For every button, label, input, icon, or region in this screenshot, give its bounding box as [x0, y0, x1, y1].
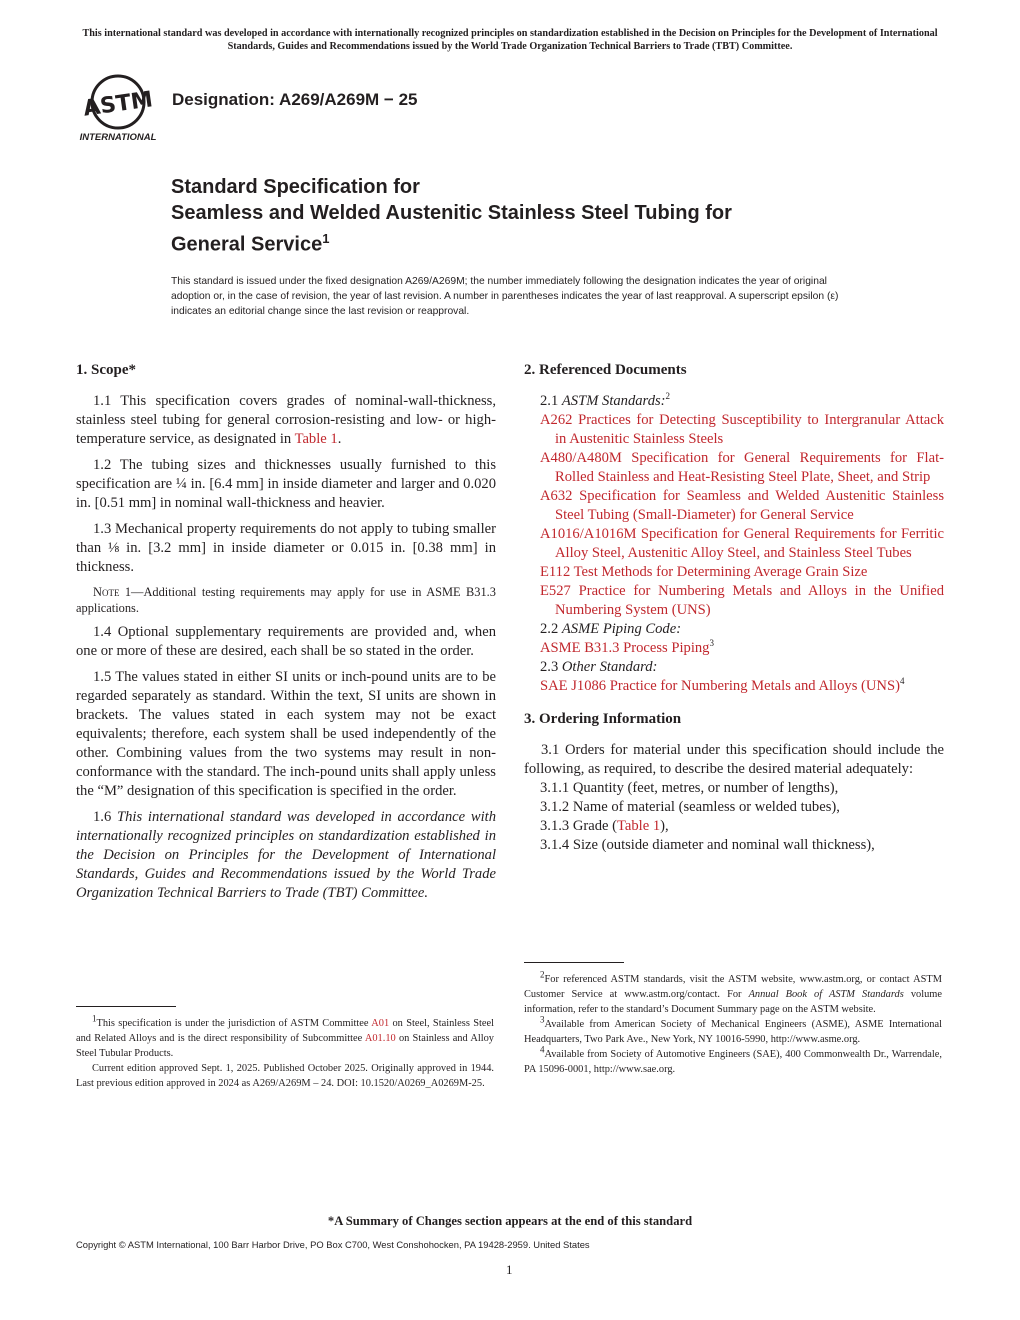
- footnote-rule-right: [524, 962, 624, 963]
- ordering-information-heading: 3. Ordering Information: [524, 711, 682, 727]
- ref-item: E112 Test Methods for Determining Average Grain Size: [540, 564, 868, 580]
- footnote-4: 4Available from Society of Automotive Engineers (SAE), 400 Commonwealth Dr., Warrendale, PA 15096-0001, http://www.sae.org.: [524, 1044, 942, 1075]
- astm-logo: [74, 74, 164, 146]
- ref-code-link[interactable]: ASME B31.3: [540, 640, 620, 656]
- para-1-5: 1.5 The values stated in either SI units or inch-pound units are to be regarded separately as standard. Within the text, SI units are shown in brackets. The values stated in each system may not be exact equivalents; therefore, each system shall be used independently of the other. Combining values from the two systems may result in non-conformance with the standard. The inch-pound units shall apply unless the “M” designation of this specification is specified in the order.: [76, 669, 496, 799]
- ref-item: A1016/A1016M Specification for General Requirements for Ferritic Alloy Steel, Austenitic Alloy Steel, and Stainless Steel Tubes: [540, 526, 944, 561]
- ref-code-link[interactable]: E112: [540, 564, 571, 580]
- table-1-link[interactable]: Table 1: [617, 818, 661, 834]
- top-notice: This international standard was developed in accordance with internationally recognized principles on standardization established in the Decision on Principles for the Development of International Standards, Guides and Recommendations issued by the World Trade Organization Technical Barriers to Trade (TBT) Committee.: [82, 28, 938, 52]
- ref-item: A480/A480M Specification for General Requirements for Flat-Rolled Stainless and Heat-Resisting Steel Plate, Sheet, and Strip: [540, 450, 944, 485]
- issue-note: This standard is issued under the fixed designation A269/A269M; the number immediately following the designation indicates the year of original adoption or, in the case of revision, the year of last revision. A number in parentheses indicates the year of last reapproval. A superscript epsilon (ε) indicates an editorial change since the last revision or reapproval.: [171, 276, 839, 317]
- para-3-1-1: 3.1.1 Quantity (feet, metres, or number of lengths),: [540, 780, 839, 796]
- ref-item: A262 Practices for Detecting Susceptibility to Intergranular Attack in Austenitic Stainless Steels: [540, 412, 944, 447]
- logo-mark: ASTM: [81, 87, 155, 122]
- scope-heading: 1. Scope*: [76, 362, 136, 378]
- footnote-2: 2For referenced ASTM standards, visit the ASTM website, www.astm.org, or contact ASTM Customer Service at www.astm.org/contact. For Annual Book of ASTM Standards volume information, refer to the standard’s Document Summary page on the ASTM website.: [524, 969, 943, 1015]
- para-1-1: 1.1 This specification covers grades of nominal-wall-thickness, stainless steel tubing for general corrosion-resisting and low- or high-temperature service, as designated in Table 1.: [76, 393, 496, 447]
- copyright: Copyright © ASTM International, 100 Barr Harbor Drive, PO Box C700, West Conshohocken, PA 19428-2959. United States: [76, 1239, 590, 1250]
- asme-piping-label: 2.2 ASME Piping Code:: [540, 621, 682, 637]
- referenced-documents-heading: 2. Referenced Documents: [524, 362, 687, 378]
- footnotes-left: [76, 1013, 494, 1091]
- footnotes-right: [524, 969, 943, 1077]
- ref-code-link[interactable]: A632: [540, 488, 573, 504]
- title-line-3: General Service: [171, 233, 323, 256]
- committee-a01-link[interactable]: A01: [371, 1018, 390, 1029]
- left-column: [76, 361, 496, 910]
- astm-standards-label: 2.1 ASTM Standards:$^2$: [540, 391, 671, 409]
- table-1-link[interactable]: Table 1: [294, 431, 338, 447]
- para-1-2: 1.2 The tubing sizes and thicknesses usually furnished to this specification are ¼ in. [6.4 mm] in inside diameter and larger and 0.020 in. [0.51 mm] in nominal wall-thickness and heavier.: [76, 457, 496, 511]
- footnote-rule-left: [76, 1006, 176, 1007]
- ref-item-sae: SAE J1086 Practice for Numbering Metals and Alloys (UNS)$^4$: [540, 676, 905, 694]
- para-1-6: 1.6 This international standard was developed in accordance with internationally recognized principles on standardization established in the Decision on Principles for the Development of International Standards, Guides and Recommendations issued by the World Trade Organization Technical Barriers to Trade (TBT) Committee.: [76, 809, 497, 901]
- subcommittee-a01-10-link[interactable]: A01.10: [364, 1033, 396, 1044]
- ref-code-link[interactable]: E527: [540, 583, 571, 599]
- para-3-1-3: 3.1.3 Grade (Table 1),: [540, 818, 669, 834]
- ref-code-link[interactable]: SAE J1086: [540, 678, 607, 694]
- footnote-1: 1This specification is under the jurisdiction of ASTM Committee A01 on Steel, Stainless Steel and Related Alloys and is the direct responsibility of Subcommittee A01.10 on Stainless and Alloy Steel Tubular Products.: [76, 1013, 494, 1059]
- logo-wordmark: INTERNATIONAL: [79, 132, 157, 143]
- title-line-2: Seamless and Welded Austenitic Stainless Steel Tubing for: [171, 202, 732, 224]
- ref-code-link[interactable]: A1016/A1016M: [540, 526, 637, 542]
- ref-item: E527 Practice for Numbering Metals and Alloys in the Unified Numbering System (UNS): [540, 583, 944, 618]
- title-footnote-mark: 1: [322, 231, 330, 246]
- ref-code-link[interactable]: A262: [540, 412, 573, 428]
- ref-code-link[interactable]: A480/A480M: [540, 450, 622, 466]
- para-3-1-4: 3.1.4 Size (outside diameter and nominal wall thickness),: [540, 837, 875, 853]
- para-1-3: 1.3 Mechanical property requirements do not apply to tubing smaller than ⅛ in. [3.2 mm] in inside diameter or 0.015 in. [0.38 mm] in thickness.: [76, 521, 496, 575]
- other-standard-label: 2.3 Other Standard:: [540, 659, 658, 675]
- footnote-1-edition: Current edition approved Sept. 1, 2025. Published October 2025. Originally approved in 1944. Last previous edition approved in 2024 as A269/A269M – 24. DOI: 10.1520/A0269_A0269M-25.: [76, 1063, 494, 1089]
- designation: Designation: A269/A269M − 25: [172, 90, 418, 109]
- note-1: Note 1—Additional testing requirements may apply for use in ASME B31.3 applications.: [76, 585, 496, 615]
- para-3-1-2: 3.1.2 Name of material (seamless or welded tubes),: [540, 799, 840, 815]
- title-line-1: Standard Specification for: [171, 176, 420, 198]
- summary-of-changes-note: *A Summary of Changes section appears at the end of this standard: [327, 1214, 693, 1228]
- para-3-1: 3.1 Orders for material under this specification should include the following, as required, to describe the desired material adequately:: [524, 742, 944, 777]
- ref-item-asme: ASME B31.3 Process Piping$^3$: [540, 638, 714, 656]
- footnote-3: 3Available from American Society of Mechanical Engineers (ASME), ASME International Headquarters, Two Park Ave., New York, NY 10016-5990, http://www.asme.org.: [524, 1014, 942, 1045]
- right-column: [524, 361, 944, 855]
- document-title: [171, 174, 891, 258]
- ref-item: A632 Specification for Seamless and Welded Austenitic Stainless Steel Tubing (Small-Diameter) for General Service: [540, 488, 944, 523]
- page-number: 1: [506, 1262, 513, 1277]
- para-1-4: 1.4 Optional supplementary requirements are provided and, when one or more of these are desired, each shall be so stated in the order.: [76, 624, 496, 659]
